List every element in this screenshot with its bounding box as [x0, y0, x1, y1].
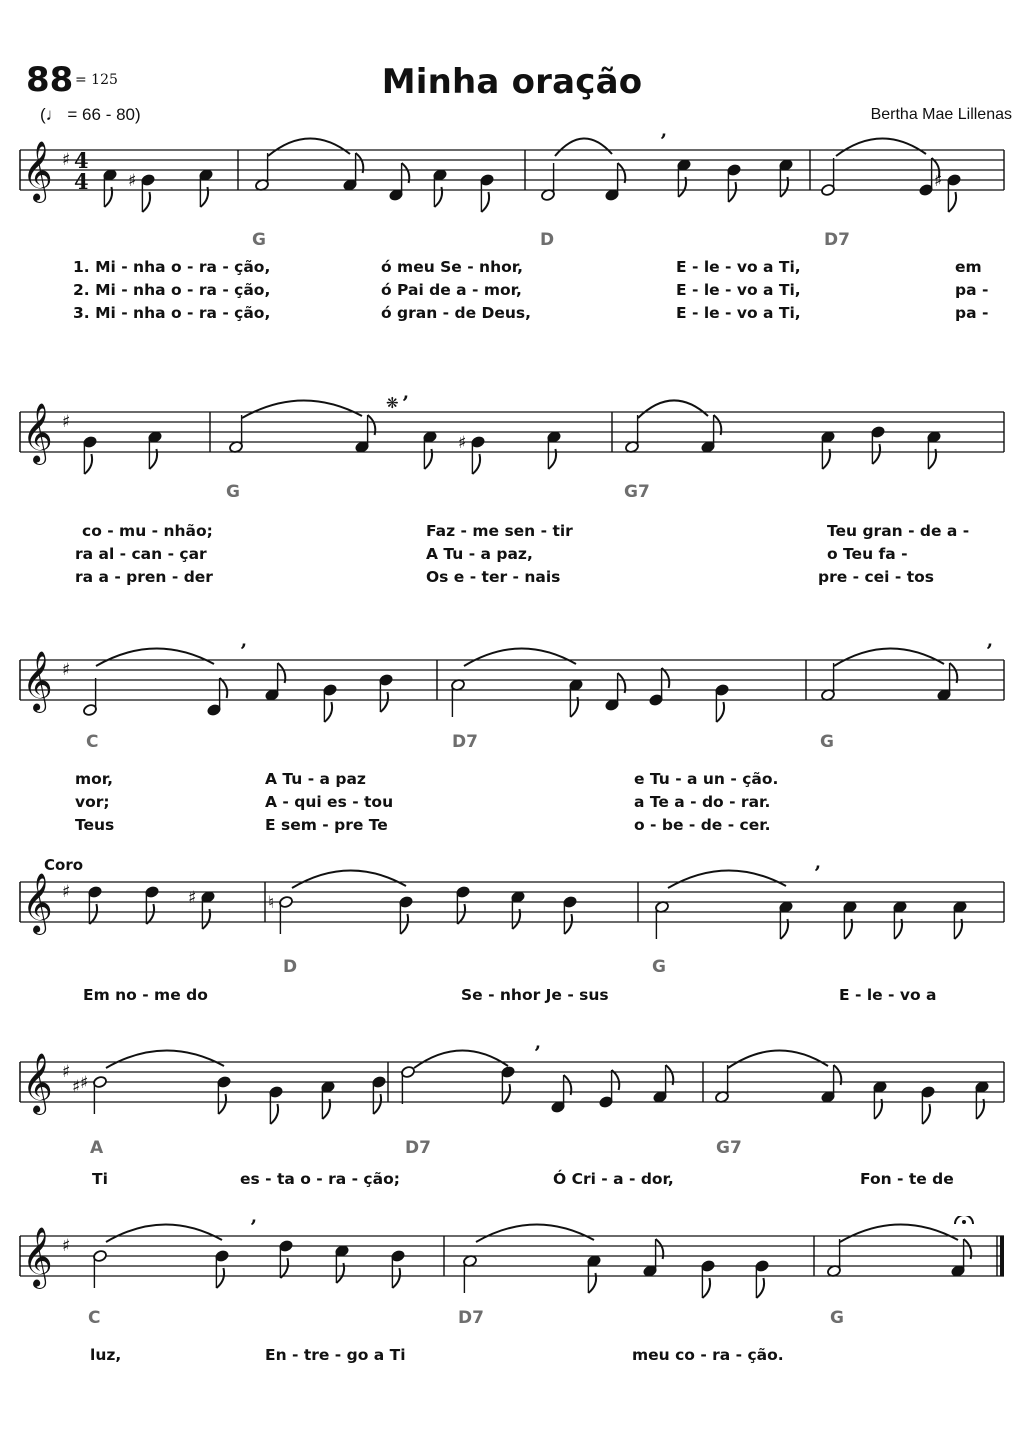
eighth-note: [145, 885, 160, 924]
tie: [836, 138, 926, 156]
eighth-note: [471, 435, 486, 474]
asterisk-icon: ❋: [386, 394, 399, 412]
lyric-phrase: o - be - de - cer.: [634, 816, 771, 834]
eighth-note: [975, 1080, 990, 1119]
tie: [840, 1224, 958, 1242]
eighth-note: [947, 173, 962, 212]
chord-symbol: D7: [405, 1138, 431, 1158]
eighth-note: [599, 1070, 620, 1109]
time-signature-top: 4: [74, 148, 89, 173]
treble-clef-icon: 𝄞: [22, 403, 53, 463]
eighth-note: [715, 683, 730, 722]
breath-mark-icon: ’: [534, 1042, 541, 1065]
lyric-phrase: Ó Cri - a - dor,: [553, 1170, 674, 1188]
lyric-phrase: pa -: [955, 304, 989, 322]
eighth-note: [355, 415, 376, 454]
music-system: [0, 1042, 1024, 1242]
eighth-note: [201, 890, 216, 929]
half-note: [229, 415, 244, 454]
tie: [106, 1224, 222, 1242]
breath-mark-icon: ’: [240, 640, 247, 663]
final-barline: [1000, 1236, 1004, 1276]
tie: [476, 1224, 594, 1242]
lyric-phrase: E - le - vo a Ti,: [676, 304, 801, 322]
music-system: [0, 1216, 1024, 1416]
staff: [0, 392, 1024, 502]
half-note: [827, 1239, 842, 1278]
eighth-note: [215, 1249, 230, 1288]
half-note: [93, 1249, 108, 1288]
chord-symbol: G: [226, 482, 240, 502]
music-system: [0, 392, 1024, 592]
eighth-note: [379, 673, 394, 712]
breath-mark-icon: ’: [660, 130, 667, 153]
sharp-accidental-icon: ♯: [458, 433, 467, 453]
half-note: [401, 1065, 416, 1104]
tie: [292, 870, 406, 888]
key-sharp-icon: ♯: [62, 1236, 71, 1256]
eighth-note: [871, 425, 886, 464]
eighth-note: [821, 430, 836, 469]
eighth-note: [605, 673, 626, 712]
breath-mark-icon: ’: [986, 640, 993, 663]
lyric-phrase: 2. Mi - nha o - ra - ção,: [73, 281, 271, 299]
tempo-range-value: = 66 - 80): [67, 105, 141, 124]
lyric-phrase: Em no - me do: [83, 986, 208, 1004]
chord-symbol: G: [652, 957, 666, 977]
lyric-phrase: ra al - can - çar: [75, 545, 207, 563]
lyric-phrase: em: [955, 258, 982, 276]
half-note: [279, 895, 294, 934]
eighth-note: [643, 1239, 664, 1278]
half-note: [821, 158, 836, 197]
tempo-range-open: (: [40, 105, 46, 124]
staff: [0, 130, 1024, 240]
half-note: [541, 163, 556, 202]
hymn-number: 88: [26, 60, 74, 100]
tempo-marking: = 125: [75, 72, 118, 88]
chord-symbol: D: [540, 230, 555, 250]
lyric-phrase: A Tu - a paz: [265, 770, 366, 788]
sharp-accidental-icon: ♯: [188, 888, 197, 908]
tie: [106, 1050, 224, 1068]
lyric-phrase: E - le - vo a: [839, 986, 937, 1004]
lyric-phrase: Se - nhor Je - sus: [461, 986, 609, 1004]
chord-symbol: D: [283, 957, 298, 977]
treble-clef-icon: 𝄞: [22, 873, 53, 933]
lyric-phrase: a Te a - do - rar.: [634, 793, 771, 811]
chord-symbol: A: [90, 1138, 104, 1158]
eighth-note: [83, 435, 98, 474]
time-signature-bottom: 4: [74, 169, 89, 194]
music-system: [0, 130, 1024, 330]
eighth-note: [343, 153, 364, 192]
eighth-note: [103, 168, 118, 207]
breath-mark-icon: ’: [814, 862, 821, 885]
staff: [0, 862, 1024, 972]
eighth-note: [779, 900, 794, 939]
eighth-note: [433, 168, 448, 207]
treble-clef-icon: 𝄞: [22, 141, 53, 201]
lyric-phrase: 1. Mi - nha o - ra - ção,: [73, 258, 271, 276]
eighth-note: [88, 885, 103, 924]
eighth-note: [217, 1075, 232, 1114]
half-note: [93, 1075, 108, 1114]
half-note: [83, 678, 98, 717]
eighth-note: [701, 415, 722, 454]
lyric-phrase: En - tre - go a Ti: [265, 1346, 406, 1364]
half-note: [463, 1254, 478, 1293]
eighth-note: [563, 895, 578, 934]
eighth-note: [653, 1065, 674, 1104]
tie: [555, 138, 612, 156]
eighth-note: [480, 173, 495, 212]
eighth-note: [389, 163, 410, 202]
chord-symbol: G7: [716, 1138, 742, 1158]
key-sharp-icon: ♯: [62, 882, 71, 902]
eighth-note: [727, 163, 742, 202]
eighth-note: [501, 1065, 516, 1104]
lyric-phrase: ó meu Se - nhor,: [381, 258, 524, 276]
chord-symbol: C: [86, 732, 99, 752]
sharp-accidental-icon: ♯: [934, 171, 943, 191]
eighth-note: [649, 668, 670, 707]
eighth-note: [587, 1254, 602, 1293]
lyric-phrase: ra a - pren - der: [75, 568, 213, 586]
eighth-note: [755, 1259, 770, 1298]
lyric-phrase: luz,: [90, 1346, 122, 1364]
tie: [414, 1050, 508, 1068]
eighth-note: [141, 173, 156, 212]
lyric-phrase: pre - cei - tos: [818, 568, 935, 586]
eighth-note: [605, 163, 626, 202]
lyric-phrase: A - qui es - tou: [265, 793, 394, 811]
lyric-phrase: meu co - ra - ção.: [632, 1346, 784, 1364]
composer: Bertha Mae Lillenas: [870, 106, 1012, 123]
lyric-phrase: E sem - pre Te: [265, 816, 388, 834]
treble-clef-icon: 𝄞: [22, 651, 53, 711]
eighth-note: [265, 663, 286, 702]
eighth-note: [821, 1065, 842, 1104]
eighth-note: [551, 1075, 572, 1114]
lyric-phrase: Os e - ter - nais: [426, 568, 561, 586]
lyric-phrase: A Tu - a paz,: [426, 545, 533, 563]
lyric-phrase: Teus: [75, 816, 115, 834]
page-title: Minha oração: [381, 62, 643, 102]
eighth-note: [511, 890, 526, 929]
eighth-note: [953, 900, 968, 939]
sharp-accidental-icon: ♯: [80, 1073, 89, 1093]
key-sharp-icon: ♯: [62, 660, 71, 680]
lyric-phrase: Teu gran - de a -: [827, 522, 970, 540]
eighth-note: [148, 430, 163, 469]
eighth-note: [391, 1249, 406, 1288]
staff: [0, 640, 1024, 750]
lyric-phrase: E - le - vo a Ti,: [676, 258, 801, 276]
eighth-note: [423, 430, 438, 469]
chord-symbol: D7: [824, 230, 850, 250]
lyric-phrase: co - mu - nhão;: [82, 522, 213, 540]
eighth-note: [456, 885, 471, 924]
lyric-phrase: es - ta o - ra - ção;: [240, 1170, 400, 1188]
sharp-accidental-icon: ♯: [128, 171, 137, 191]
chord-symbol: G7: [624, 482, 650, 502]
natural-accidental-icon: ♮: [268, 893, 275, 913]
chord-symbol: D7: [452, 732, 478, 752]
tie: [464, 648, 576, 666]
breath-mark-icon: ’: [250, 1216, 257, 1239]
tie: [96, 648, 214, 666]
eighth-note: [269, 1085, 284, 1124]
treble-clef-icon: 𝄞: [22, 1227, 53, 1287]
quarter-note-icon: ♩: [45, 105, 63, 124]
half-note: [821, 663, 836, 702]
tie: [668, 870, 786, 888]
chord-symbol: C: [88, 1308, 101, 1328]
chord-symbol: G: [820, 732, 834, 752]
eighth-note: [843, 900, 858, 939]
lyric-phrase: vor;: [75, 793, 110, 811]
eighth-note: [921, 1085, 936, 1124]
eighth-note: [372, 1075, 387, 1114]
key-sharp-icon: ♯: [72, 1077, 81, 1097]
eighth-note: [207, 678, 228, 717]
eighth-note: [779, 158, 794, 197]
lyric-phrase: mor,: [75, 770, 114, 788]
half-note: [715, 1065, 730, 1104]
eighth-note: [677, 158, 692, 197]
eighth-note: [323, 683, 338, 722]
tie: [834, 648, 944, 666]
chord-symbol: D7: [458, 1308, 484, 1328]
treble-clef-icon: 𝄞: [22, 1053, 53, 1113]
eighth-note: [199, 168, 214, 207]
lyric-phrase: o Teu fa -: [827, 545, 908, 563]
staff: [0, 1042, 1024, 1152]
eighth-note: [547, 430, 562, 469]
lyric-phrase: ó Pai de a - mor,: [381, 281, 522, 299]
eighth-note: [937, 663, 958, 702]
eighth-note: [951, 1239, 972, 1278]
section-label-coro: Coro: [44, 856, 84, 874]
lyric-phrase: E - le - vo a Ti,: [676, 281, 801, 299]
eighth-note: [569, 678, 584, 717]
tie: [268, 138, 350, 156]
staff: [0, 1216, 1024, 1326]
chord-symbol: G: [830, 1308, 844, 1328]
key-sharp-icon: ♯: [62, 1062, 71, 1082]
lyric-phrase: 3. Mi - nha o - ra - ção,: [73, 304, 271, 322]
eighth-note: [873, 1080, 888, 1119]
breath-mark-icon: ’: [402, 392, 409, 415]
eighth-note: [335, 1244, 350, 1283]
lyric-phrase: e Tu - a un - ção.: [634, 770, 779, 788]
lyric-phrase: ó gran - de Deus,: [381, 304, 532, 322]
eighth-note: [927, 430, 942, 469]
half-note: [451, 678, 466, 717]
lyric-phrase: Fon - te de: [860, 1170, 954, 1188]
key-sharp-icon: ♯: [62, 412, 71, 432]
lyric-phrase: Faz - me sen - tir: [426, 522, 573, 540]
half-note: [255, 153, 270, 192]
half-note: [655, 900, 670, 939]
lyric-phrase: Ti: [92, 1170, 108, 1188]
eighth-note: [701, 1259, 716, 1298]
chord-symbol: G: [252, 230, 266, 250]
music-system: [0, 640, 1024, 840]
half-note: [625, 415, 640, 454]
eighth-note: [399, 895, 414, 934]
key-sharp-icon: ♯: [62, 150, 71, 170]
eighth-note: [279, 1239, 294, 1278]
tie: [242, 400, 362, 418]
tie: [638, 400, 708, 418]
music-system: [0, 856, 1024, 1062]
tempo-range: [40, 105, 141, 125]
tie: [728, 1050, 828, 1068]
eighth-note: [321, 1080, 336, 1119]
lyric-phrase: pa -: [955, 281, 989, 299]
eighth-note: [893, 900, 908, 939]
